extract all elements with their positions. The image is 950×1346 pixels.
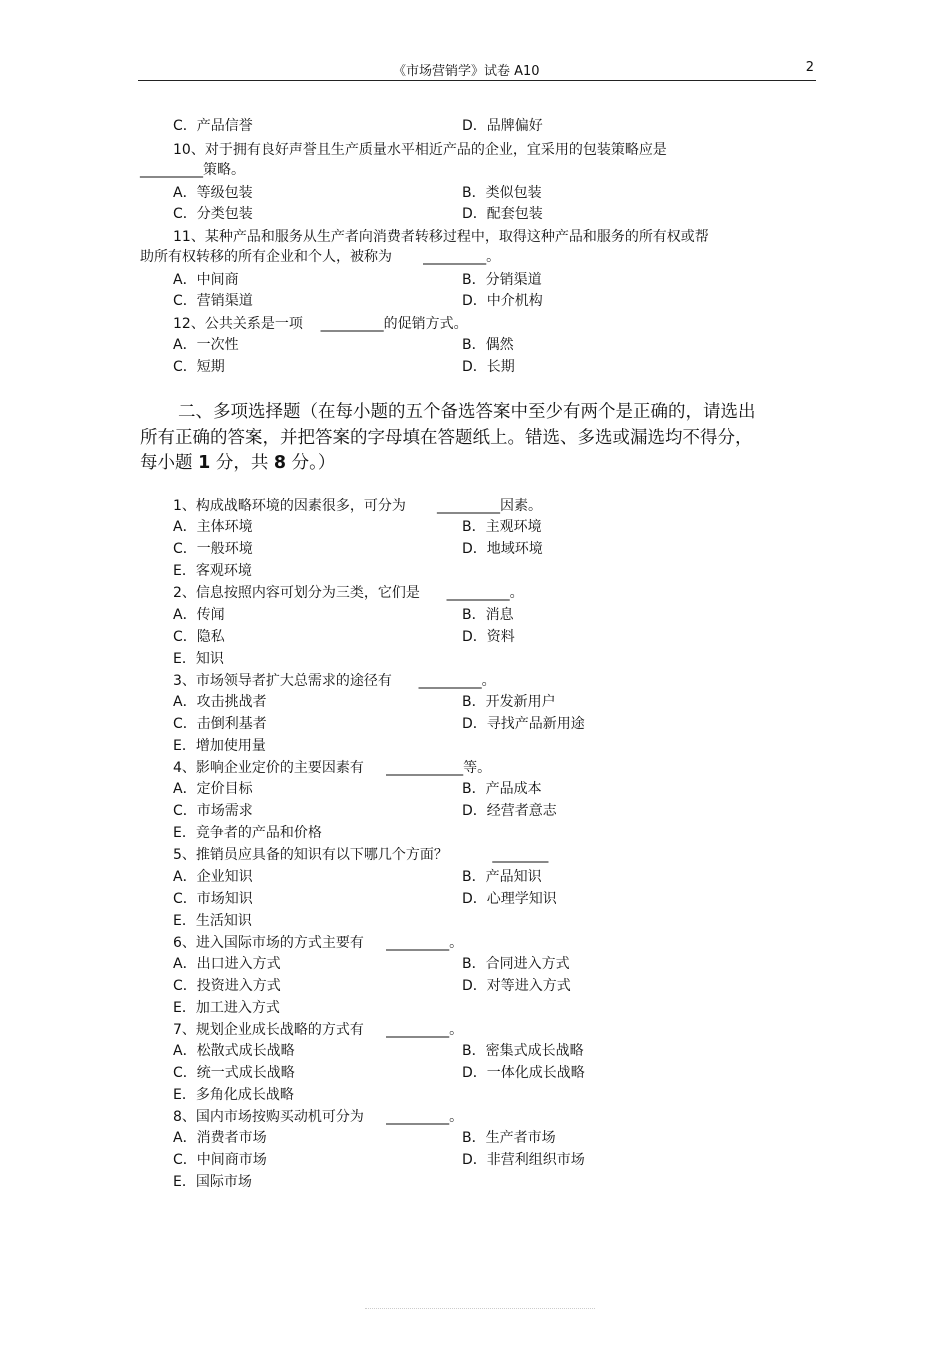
text-line: B．开发新用户 [462,694,556,710]
text-line: 8、国内市场按购买动机可分为 _________。 [173,1109,464,1125]
section-heading-line-2: 所有正确的答案，并把答案的字母填在答题纸上。错选、多选或漏选均不得分， [140,428,753,448]
text-line: D．配套包装 [462,206,543,222]
section-heading-line-3 [140,451,335,475]
text-line: D．一体化成长战略 [462,1065,585,1081]
text-line: A．主体环境 [173,519,253,535]
text-line: E．增加使用量 [173,738,266,754]
section-heading-line-1: 二、多项选择题（在每小题的五个备选答案中至少有两个是正确的，请选出 [178,402,756,422]
text-line: D．非营利组织市场 [462,1152,585,1168]
text-line: 6、进入国际市场的方式主要有 _________。 [173,935,464,951]
text-line: C．击倒利基者 [173,716,267,732]
heading-text: 分。） [286,453,336,473]
heading-text: 每小题 [140,453,199,473]
text-line: D．寻找产品新用途 [462,716,585,732]
text-line: D．品牌偏好 [462,118,543,134]
text-line: A．松散式成长战略 [173,1043,295,1059]
heading-total-score: 8 [273,453,287,473]
text-line: D．对等进入方式 [462,978,571,994]
text-line: A．攻击挑战者 [173,694,267,710]
text-line: C．产品信誉 [173,118,253,134]
text-line: 4、影响企业定价的主要因素有 ___________等。 [173,760,492,776]
text-line: B．密集式成长战略 [462,1043,584,1059]
text-line: A．定价目标 [173,781,253,797]
text-line: B．主观环境 [462,519,542,535]
text-line: C．投资进入方式 [173,978,281,994]
text-line: E．国际市场 [173,1174,252,1190]
text-line: C．短期 [173,359,225,375]
text-line: 10、对于拥有良好声誉且生产质量水平相近产品的企业，宜采用的包装策略应是 [173,142,667,158]
text-line: E．知识 [173,651,224,667]
text-line: C．隐私 [173,629,225,645]
page-header [138,58,816,81]
heading-text: 分，共 [210,453,274,473]
text-line: 5、推销员应具备的知识有以下哪几个方面？ ________ [173,847,549,863]
text-line: A．一次性 [173,337,239,353]
text-line: B．分销渠道 [462,272,542,288]
text-line: D．心理学知识 [462,891,557,907]
text-line: B．产品成本 [462,781,542,797]
text-line: C．统一式成长战略 [173,1065,295,1081]
text-line: 7、规划企业成长战略的方式有 _________。 [173,1022,464,1038]
text-line: D．地域环境 [462,541,543,557]
text-line: C．中间商市场 [173,1152,267,1168]
text-line: E．生活知识 [173,913,252,929]
text-line: 11、某种产品和服务从生产者向消费者转移过程中，取得这种产品和服务的所有权或帮 [173,229,709,245]
text-line: B．合同进入方式 [462,956,570,972]
text-line: C．营销渠道 [173,293,253,309]
text-line: 1、构成战略环境的因素很多，可分为 _________因素。 [173,498,543,514]
text-line: _________策略。 [140,162,245,178]
text-line: A．消费者市场 [173,1130,267,1146]
text-line: E．多角化成长战略 [173,1087,294,1103]
text-line: C．分类包装 [173,206,253,222]
text-line: D．长期 [462,359,515,375]
text-line: A．中间商 [173,272,239,288]
text-line: A．出口进入方式 [173,956,281,972]
text-line: C．市场知识 [173,891,253,907]
text-line: C．一般环境 [173,541,253,557]
text-line: B．偶然 [462,337,514,353]
text-line: 3、市场领导者扩大总需求的途径有 _________。 [173,673,496,689]
text-line: B．生产者市场 [462,1130,556,1146]
text-line: D．资料 [462,629,515,645]
text-line: A．等级包装 [173,185,253,201]
heading-score-per-item: 1 [198,453,211,473]
text-line: B．类似包装 [462,185,542,201]
text-line: 2、信息按照内容可划分为三类，它们是 _________。 [173,585,524,601]
page-number: 2 [805,60,814,75]
text-line: B．消息 [462,607,514,623]
text-line: D．中介机构 [462,293,543,309]
text-line: B．产品知识 [462,869,542,885]
text-line: C．市场需求 [173,803,253,819]
text-line: E．加工进入方式 [173,1000,280,1016]
text-line: 助所有权转移的所有企业和个人，被称为 _________。 [140,249,501,265]
text-line: A．传闻 [173,607,225,623]
header-title: 《市场营销学》试卷 A10 [393,64,540,79]
footer-mark [365,1308,595,1311]
text-line: D．经营者意志 [462,803,557,819]
text-line: 12、公共关系是一项 _________的促销方式。 [173,316,468,332]
text-line: E．客观环境 [173,563,252,579]
text-line: E．竞争者的产品和价格 [173,825,322,841]
text-line: A．企业知识 [173,869,253,885]
